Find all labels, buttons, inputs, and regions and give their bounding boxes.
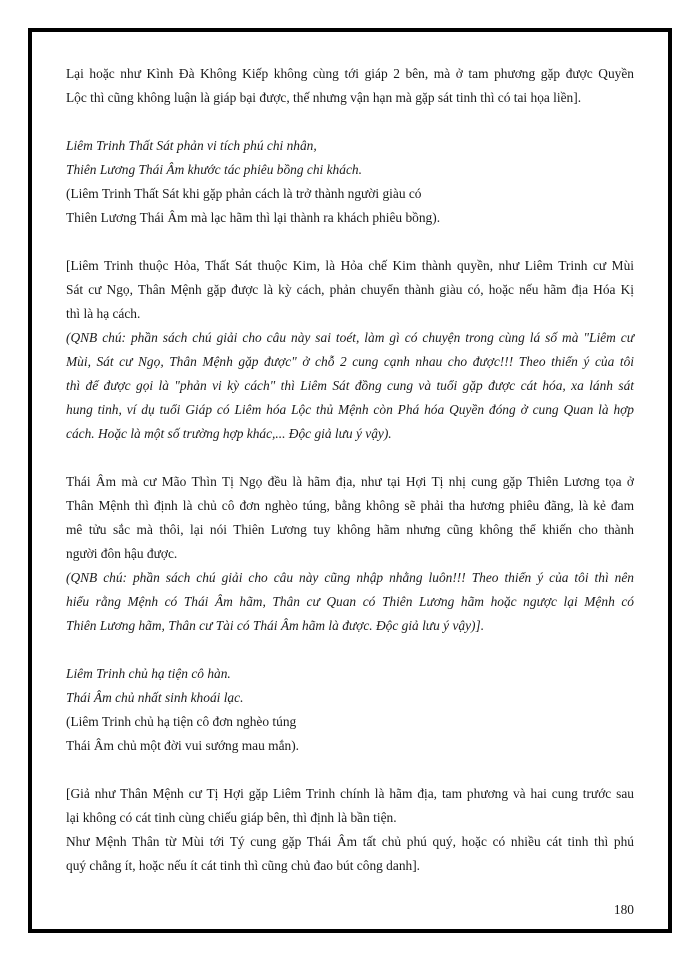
text-line: Thái Âm mà cư Mão Thìn Tị Ngọ đều là hãm địa, như tại Hợi Tị nhị cung gặp Thiên Lương tọa ở [66,474,634,489]
page-content [66,62,634,902]
page-number: 180 [613,902,634,917]
text-line: Mùi, Sát cư Ngọ, Thân Mệnh gặp được" ở chỗ 2 cung cạnh nhau cho được!!! Theo thiển ý của tôi [66,354,634,369]
text-line: Lại hoặc như Kình Đà Không Kiếp không cùng tới giáp 2 bên, mà ở tam phương gặp được Quyền [66,66,634,81]
paragraph-1 [66,62,634,110]
text-line: Thái Âm chủ nhất sinh khoái lạc. [66,690,244,705]
text-line: Liêm Trinh chủ hạ tiện cô hàn. [66,666,231,681]
text-line: [Giả như Thân Mệnh cư Tị Hợi gặp Liêm Trinh chính là hãm địa, tam phương và hai cung trước sau [66,786,634,801]
text-line: hiểu rằng Mệnh có Thái Âm hãm, Thân cư Quan có Thiên Lương hãm hoặc ngược lại Mệnh có [66,594,634,609]
text-line: (QNB chú: phần sách chú giải cho câu này cũng nhập nhằng luôn!!! Theo thiển ý của tôi thì nên [66,570,634,585]
text-line: người đôn hậu được. [66,546,178,561]
text-line: Lộc thì cũng không luận là giáp bại được, thế nhưng vận hạn mà gặp sát tinh thì có tai họa liền]. [66,90,582,105]
text-line: cách. Hoặc là một số trường hợp khác,... Độc giả lưu ý vậy). [66,426,392,441]
text-line: (Liêm Trinh Thất Sát khi gặp phản cách là trở thành người giàu có [66,186,422,201]
paragraph-3-commentary [66,254,634,446]
text-line: Thiên Lương hãm, Thân cư Tài có Thái Âm hãm là được. Độc giả lưu ý vậy)]. [66,618,485,633]
text-line: thì là hạ cách. [66,306,141,321]
text-line: [Liêm Trinh thuộc Hỏa, Thất Sát thuộc Kim, là Hỏa chế Kim thành quyền, như Liêm Trinh cư Mùi [66,258,634,273]
paragraph-2-verse [66,134,634,230]
text-line: mê tửu sắc mà thôi, lại nói Thiên Lương tuy không hãm nhưng cũng không thể khiến cho thành [66,522,634,537]
text-line: Thiên Lương Thái Âm khước tác phiêu bồng chi khách. [66,162,362,177]
text-line: (Liêm Trinh chủ hạ tiện cô đơn nghèo túng [66,714,297,729]
text-line: Thân Mệnh thì định là chủ cô đơn nghèo túng, bằng không sẽ phải tha hương phiêu đãng, là kẻ đam [66,498,634,513]
text-line: Liêm Trinh Thất Sát phản vi tích phú chi nhân, [66,138,317,153]
paragraph-4-commentary [66,470,634,638]
paragraph-5-verse [66,662,634,758]
text-line: thì để được gọi là "phản vi kỳ cách" thì Liêm Sát đồng cung và tuổi gặp được cát hóa, xa lánh sát [66,378,634,393]
paragraph-6-commentary [66,782,634,878]
text-line: Sát cư Ngọ, Thân Mệnh gặp được là kỳ cách, phản chuyển thành giàu có, hoặc nếu hãm địa Hóa Kị [66,282,634,297]
text-line: Thiên Lương Thái Âm mà lạc hãm thì lại thành ra khách phiêu bồng). [66,210,441,225]
text-line: hung tinh, ví dụ tuổi Giáp có Liêm hóa Lộc thủ Mệnh còn Phá hóa Quyền đóng ở cung Quan là hợp [66,402,634,417]
text-line: (QNB chú: phần sách chú giải cho câu này sai toét, làm gì có chuyện trong cùng lá số mà "Liêm cư [66,330,634,345]
text-line: quý chẳng ít, hoặc nếu ít cát tinh thì cũng chủ đao bút công danh]. [66,858,421,873]
text-line: Thái Âm chủ một đời vui sướng mau mắn). [66,738,300,753]
text-line: Như Mệnh Thân từ Mùi tới Tý cung gặp Thái Âm tất chủ phú quý, hoặc có nhiều cát tinh thì phú [66,834,634,849]
text-line: lại không có cát tinh cùng chiếu giáp bên, thì định là bần tiện. [66,810,397,825]
